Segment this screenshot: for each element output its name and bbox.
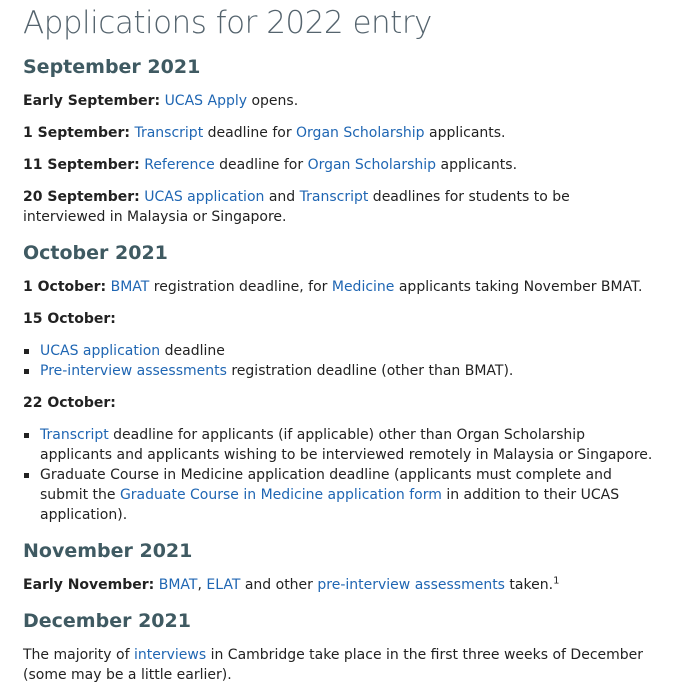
entry-date: 11 September: bbox=[23, 157, 140, 173]
entry-1-september: 1 September: Transcript deadline for Organ Scholarship applicants. bbox=[23, 125, 506, 141]
entry-1-october: 1 October: BMAT registration deadline, for Medicine applicants taking November BMAT. bbox=[23, 279, 643, 295]
list-item: Graduate Course in Medicine application deadline (applicants must complete and submit the Graduate Course in Medicine application form in addition to their UCAS application). bbox=[23, 465, 656, 525]
pre-interview-assessments-link[interactable]: Pre-interview assessments bbox=[40, 363, 227, 379]
pre-interview-assessments-link[interactable]: pre-interview assessments bbox=[317, 577, 505, 593]
entry-date: 15 October: bbox=[23, 311, 116, 327]
entry-date: 1 October: bbox=[23, 279, 107, 295]
reference-link[interactable]: Reference bbox=[144, 157, 215, 173]
list-15-october bbox=[23, 341, 656, 381]
page-title: Applications for 2022 entry bbox=[23, 5, 432, 41]
organ-scholarship-link[interactable]: Organ Scholarship bbox=[296, 125, 425, 141]
entry-22-october bbox=[23, 393, 656, 413]
transcript-link[interactable]: Transcript bbox=[299, 189, 369, 205]
section-heading-september: September 2021 bbox=[23, 56, 201, 78]
medicine-link[interactable]: Medicine bbox=[331, 279, 395, 295]
interviews-link[interactable]: interviews bbox=[133, 647, 207, 663]
entry-date: 20 September: bbox=[23, 189, 140, 205]
list-22-october bbox=[23, 425, 656, 525]
entry-date: Early September: bbox=[23, 93, 161, 109]
section-heading-december: December 2021 bbox=[23, 610, 191, 632]
ucas-application-link[interactable]: UCAS application bbox=[40, 343, 161, 359]
entry-december: The majority of interviews in Cambridge take place in the first three weeks of December (some may be a little earlier). bbox=[23, 647, 644, 683]
entry-early-november: Early November: BMAT, ELAT and other pre-interview assessments taken.$^1$ bbox=[23, 575, 560, 593]
entry-early-september: Early September: UCAS Apply opens. bbox=[23, 93, 299, 109]
entry-date: Early November: bbox=[23, 577, 155, 593]
section-heading-november: November 2021 bbox=[23, 540, 193, 562]
section-heading-october: October 2021 bbox=[23, 242, 168, 264]
elat-link[interactable]: ELAT bbox=[206, 577, 241, 593]
list-item: UCAS application deadline bbox=[23, 341, 656, 361]
ucas-apply-link[interactable]: UCAS Apply bbox=[164, 93, 248, 109]
ucas-application-link[interactable]: UCAS application bbox=[144, 189, 265, 205]
organ-scholarship-link[interactable]: Organ Scholarship bbox=[307, 157, 437, 173]
entry-date: 22 October: bbox=[23, 395, 116, 411]
entry-date: 1 September: bbox=[23, 125, 131, 141]
graduate-course-form-link[interactable]: Graduate Course in Medicine application form bbox=[119, 487, 442, 503]
transcript-link[interactable]: Transcript bbox=[40, 427, 109, 443]
bmat-link[interactable]: BMAT bbox=[110, 279, 150, 295]
list-item: Transcript deadline for applicants (if applicable) other than Organ Scholarship applicants and applicants wishing to be interviewed remotely in Malaysia or Singapore. bbox=[23, 425, 656, 465]
list-item: Pre-interview assessments registration deadline (other than BMAT). bbox=[23, 361, 656, 381]
entry-11-september: 11 September: Reference deadline for Organ Scholarship applicants. bbox=[23, 157, 518, 173]
entry-15-october bbox=[23, 309, 656, 329]
entry-20-september: 20 September: UCAS application and Transcript deadlines for students to be interviewed in Malaysia or Singapore. bbox=[23, 189, 570, 225]
bmat-link[interactable]: BMAT bbox=[158, 577, 198, 593]
page-content bbox=[0, 4, 676, 685]
footnote-marker[interactable]: 1 bbox=[553, 575, 560, 587]
transcript-link[interactable]: Transcript bbox=[134, 125, 204, 141]
